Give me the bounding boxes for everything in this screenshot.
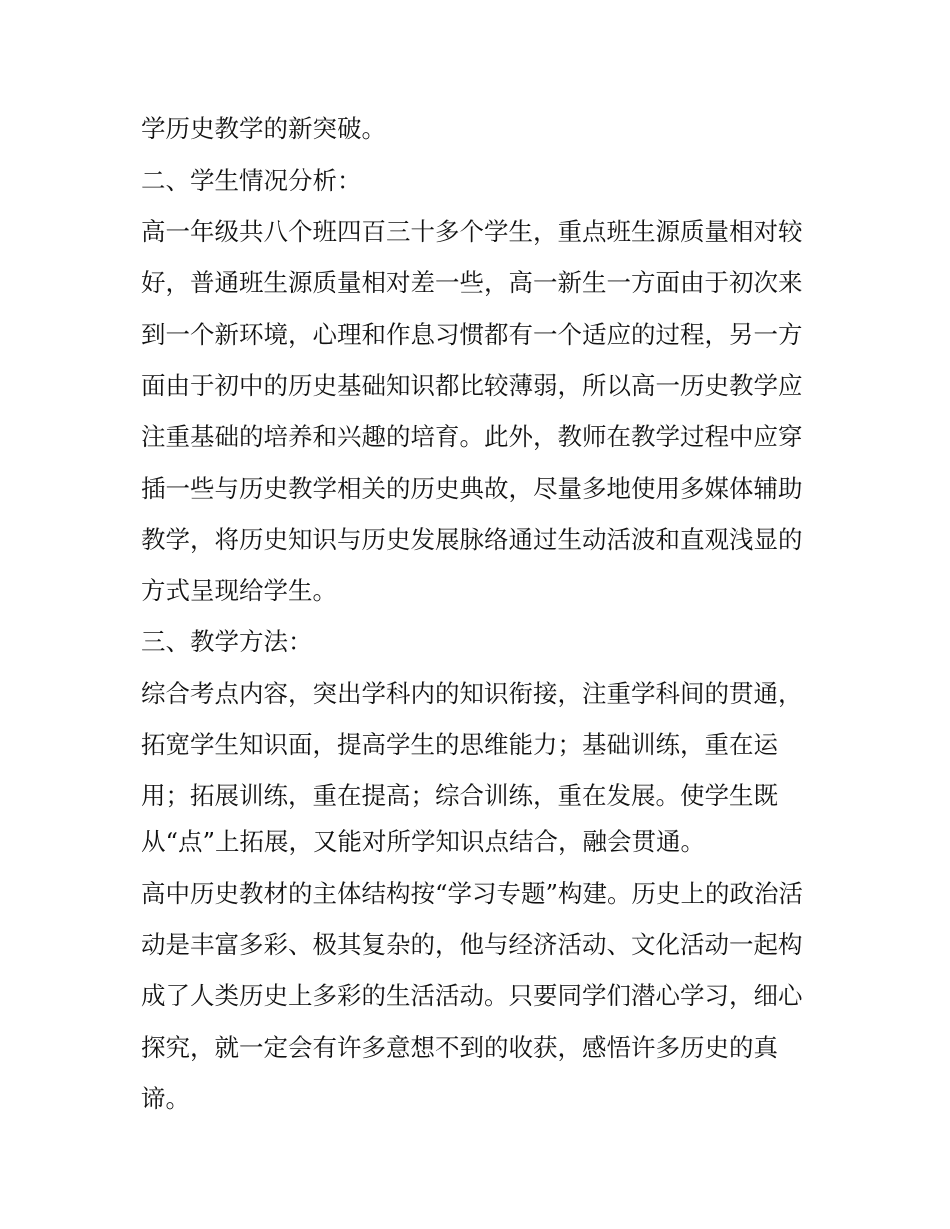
text-line: 高中历史教材的主体结构按“学习专题”构建。历史上的政治活 bbox=[141, 879, 804, 908]
text-line: 好，普通班生源质量相对差一些，高一新生一方面由于初次来 bbox=[141, 268, 803, 297]
text-line: 谛。 bbox=[141, 1084, 190, 1113]
text-line: 动是丰富多彩、极其复杂的，他与经济活动、文化活动一起构 bbox=[141, 930, 803, 959]
text-line: 从“点”上拓展，又能对所学知识点结合，融会贯通。 bbox=[141, 827, 706, 856]
text-line: 注重基础的培养和兴趣的培育。此外，教师在教学过程中应穿 bbox=[141, 422, 803, 451]
text-line: 学历史教学的新突破。 bbox=[141, 114, 386, 143]
section-heading: 三、教学方法： bbox=[141, 627, 313, 656]
text-line: 探究，就一定会有许多意想不到的收获，感悟许多历史的真 bbox=[141, 1033, 778, 1062]
text-line: 面由于初中的历史基础知识都比较薄弱，所以高一历史教学应 bbox=[141, 371, 803, 400]
text-line: 方式呈现给学生。 bbox=[141, 576, 337, 605]
text-line: 拓宽学生知识面，提高学生的思维能力；基础训练，重在运 bbox=[141, 730, 778, 759]
text-line: 插一些与历史教学相关的历史典故，尽量多地使用多媒体辅助 bbox=[141, 474, 803, 503]
text-line: 高一年级共八个班四百三十多个学生，重点班生源质量相对较 bbox=[141, 217, 803, 246]
section-heading: 二、学生情况分析： bbox=[141, 166, 362, 195]
text-line: 教学，将历史知识与历史发展脉络通过生动活波和直观浅显的 bbox=[141, 525, 803, 554]
text-line: 到一个新环境，心理和作息习惯都有一个适应的过程，另一方 bbox=[141, 320, 803, 349]
text-line: 综合考点内容，突出学科内的知识衔接，注重学科间的贯通， bbox=[141, 679, 803, 708]
text-line: 用；拓展训练，重在提高；综合训练，重在发展。使学生既 bbox=[141, 781, 778, 810]
text-line: 成了人类历史上多彩的生活活动。只要同学们潜心学习，细心 bbox=[141, 981, 803, 1010]
